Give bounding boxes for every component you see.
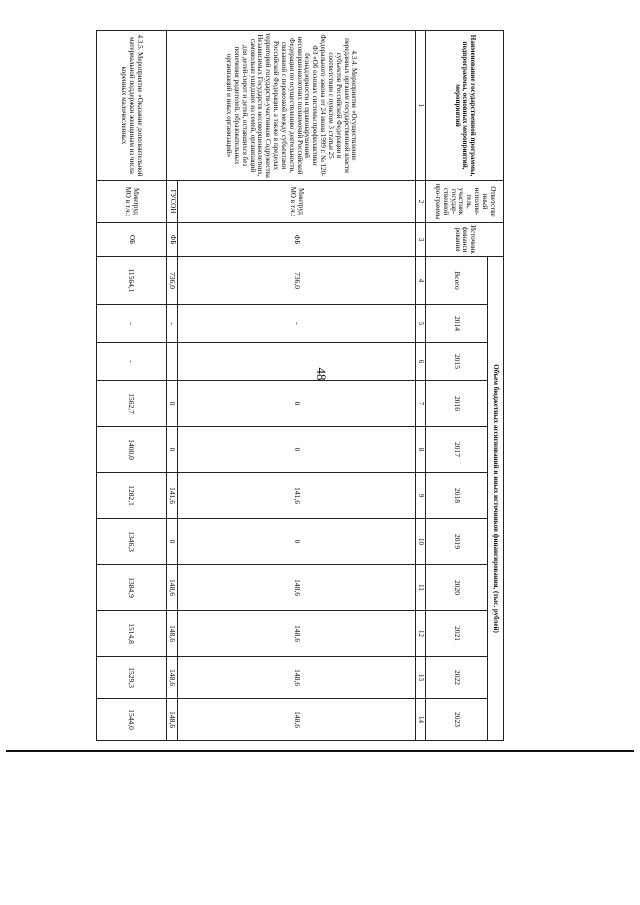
- total-cell: 736,0: [166, 257, 177, 305]
- column-number: 13: [416, 657, 426, 699]
- value-cell: 1544,0: [96, 699, 166, 741]
- responsible-cell: Минтруд МО в т.ч.:: [178, 181, 416, 223]
- value-cell: 1400,0: [96, 427, 166, 473]
- responsible-cell: ГУСОН: [166, 181, 177, 223]
- value-cell: 141,6: [178, 473, 416, 519]
- value-cell: -: [166, 305, 177, 343]
- header-name: Наименование государственной программы, подпрограммы, основных мероприятий, мероприятий: [426, 31, 504, 181]
- total-cell: 736,0: [178, 257, 416, 305]
- value-cell: 0: [166, 519, 177, 565]
- header-responsible: Ответстве нный исполни-тель, участник государ-ственной про-граммы: [426, 181, 504, 223]
- value-cell: 0: [178, 381, 416, 427]
- value-cell: 148,6: [166, 699, 177, 741]
- source-cell: ФБ: [178, 223, 416, 257]
- value-cell: 148,6: [166, 611, 177, 657]
- column-number: 8: [416, 427, 426, 473]
- header-funding-group: Объем бюджетных ассигнований и иных источников финансирования, (тыс. рублей): [488, 257, 504, 741]
- column-number: 5: [416, 305, 426, 343]
- header-year: 2014: [426, 305, 488, 343]
- value-cell: 148,6: [178, 565, 416, 611]
- value-cell: 1514,8: [96, 611, 166, 657]
- value-cell: 1562,7: [96, 381, 166, 427]
- total-cell: 11564,1: [96, 257, 166, 305]
- column-number: 9: [416, 473, 426, 519]
- table-row: [178, 31, 416, 741]
- column-number: 11: [416, 565, 426, 611]
- column-number: 4: [416, 257, 426, 305]
- header-year: 2019: [426, 519, 488, 565]
- value-cell: 0: [166, 381, 177, 427]
- header-year: 2023: [426, 699, 488, 741]
- value-cell: 0: [178, 519, 416, 565]
- value-cell: 0: [178, 427, 416, 473]
- value-cell: 148,6: [178, 611, 416, 657]
- header-year: 2015: [426, 343, 488, 381]
- page-rule: [6, 750, 634, 752]
- header-year: 2021: [426, 611, 488, 657]
- value-cell: 148,6: [178, 699, 416, 741]
- value-cell: 148,6: [166, 657, 177, 699]
- funding-table: [96, 30, 504, 741]
- value-cell: 141,6: [166, 473, 177, 519]
- table-sheet: [108, 30, 504, 740]
- value-cell: 0: [166, 427, 177, 473]
- value-cell: [166, 343, 177, 381]
- column-number: 12: [416, 611, 426, 657]
- column-number: 6: [416, 343, 426, 381]
- value-cell: -: [178, 305, 416, 343]
- column-number-row: [416, 31, 426, 741]
- column-number: 3: [416, 223, 426, 257]
- header-source: Источник финанси рования: [426, 223, 504, 257]
- table-row: [96, 31, 166, 741]
- column-number: 2: [416, 181, 426, 223]
- value-cell: 1282,1: [96, 473, 166, 519]
- responsible-cell: Минтруд МО в т.ч.:: [96, 181, 166, 223]
- value-cell: -: [96, 305, 166, 343]
- column-number: 14: [416, 699, 426, 741]
- value-cell: 148,6: [178, 657, 416, 699]
- source-cell: ФБ: [166, 223, 177, 257]
- value-cell: 1384,9: [96, 565, 166, 611]
- table-container: [108, 30, 504, 740]
- source-cell: ОБ: [96, 223, 166, 257]
- column-number: 1: [416, 31, 426, 181]
- header-year: 2020: [426, 565, 488, 611]
- measure-name: 4.3.4. Мероприятие «Осуществление переданных органам государственной власти субъектов Российской Федерации в соответствии с пунктом 3 статьи 25 Федерального закона от 24 июня 1999 г. № 120-ФЗ «Об основах системы профилактики безнадзорности и правонарушений несовершеннолетних полномочий Российской Федерации по осуществлению деятельности, связанной с перевозкой между субъектами Российской Федерации, а также в пределах территорий государств-участников Содружества Независимых Государств несовершеннолетних, самовольно ушедших из семей, организаций для детей-сирот и детей, оставшихся без попечения родителей, образовательных организаций и иных организаций»: [166, 31, 415, 181]
- column-number: 10: [416, 519, 426, 565]
- column-number: 7: [416, 381, 426, 427]
- value-cell: 148,6: [166, 565, 177, 611]
- header-year: 2022: [426, 657, 488, 699]
- value-cell: -: [96, 343, 166, 381]
- value-cell: 1529,3: [96, 657, 166, 699]
- header-total: Всего: [426, 257, 488, 305]
- header-year: 2017: [426, 427, 488, 473]
- value-cell: 1346,3: [96, 519, 166, 565]
- header-year: 2018: [426, 473, 488, 519]
- measure-name: 4.3.5. Мероприятие «Оказание дополнительной материальной поддержки женщинам из числа коренных малочисленных: [96, 31, 166, 181]
- header-year: 2016: [426, 381, 488, 427]
- page-number: 48: [314, 367, 329, 381]
- value-cell: [178, 343, 416, 381]
